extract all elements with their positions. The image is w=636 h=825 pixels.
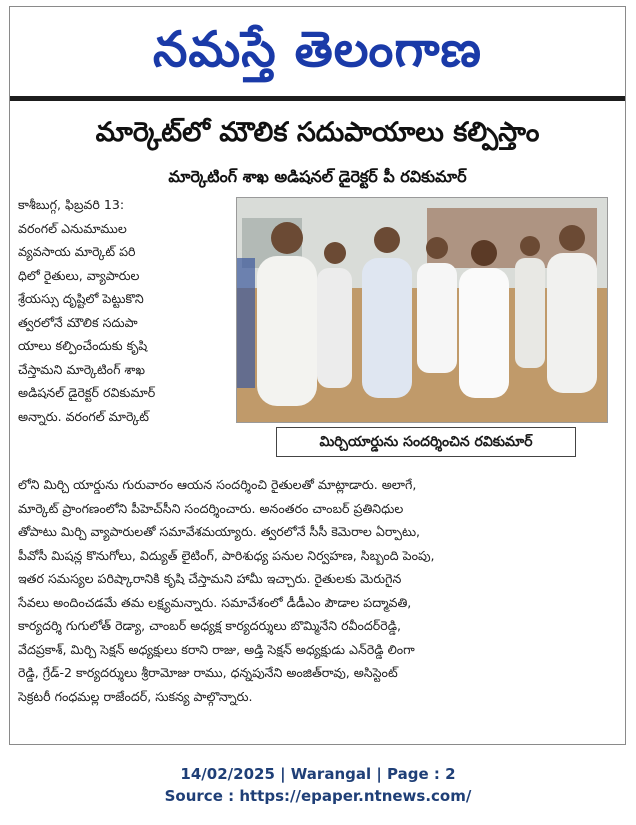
footer-source: Source : https://epaper.ntnews.com/ bbox=[164, 787, 472, 805]
article-line: ఇతర సమస్యల పరిష్కారానికి కృషి చేస్తామని హామీ ఇచ్చారు. రైతులకు మెరుగైన bbox=[18, 571, 402, 586]
article-line: యాలు కల్పించేందుకు కృషి bbox=[18, 338, 148, 353]
subheadline: మార్కెటింగ్ శాఖ అడిషనల్ డైరెక్టర్ పీ రవికుమార్ bbox=[168, 167, 467, 186]
article-line: చేస్తామని మార్కెటింగ్ శాఖ bbox=[18, 361, 146, 377]
article-line: ధిలో రైతులు, వ్యాపారుల bbox=[18, 267, 140, 283]
photo-caption: మిర్చియార్డును సందర్శించిన రవికుమార్ bbox=[276, 427, 576, 457]
article-line: వ్యవసాయ మార్కెట్ పరి bbox=[18, 244, 136, 259]
article-line: త్వరలోనే మౌలిక సదుపా bbox=[18, 314, 138, 330]
masthead: నమస్తే తెలంగాణ bbox=[152, 21, 482, 78]
news-photo bbox=[236, 197, 608, 423]
article-line: వరంగల్ ఎనుమాముల bbox=[18, 220, 127, 236]
footer-date-edition: 14/02/2025 | Warangal | Page : 2 bbox=[180, 765, 456, 783]
article-line: సేవలు అందించడమే తమ లక్ష్యమన్నారు. సమావేశంలో డీడీఎం పౌడాల పద్మావతి, bbox=[18, 594, 412, 610]
headline: మార్కెట్‌లో మౌలిక సదుపాయాలు కల్పిస్తాం bbox=[95, 117, 540, 148]
article-line: అడిషనల్ డైరెక్టర్ రవికుమార్ bbox=[18, 385, 156, 400]
masthead-divider bbox=[10, 96, 625, 101]
article-line: తోపాటు మిర్చి వ్యాపారులతో సమావేశమయ్యారు. త్వరలోనే సీసీ కెమెరాల ఏర్పాటు, bbox=[18, 524, 421, 539]
article-line: శ్రేయస్సు దృష్టిలో పెట్టుకొని bbox=[18, 291, 144, 306]
article-line: సెక్రటరీ గంధమల్ల రాజేందర్, సుకన్య పాల్గొన్నారు. bbox=[18, 688, 253, 704]
article-line: వేదప్రకాశ్, మిర్చి సెక్షన్ అధ్యక్షులు కరాని రాజు, అడ్తి సెక్షన్ అధ్యక్షుడు ఎన్‌రెడ్డి లింగా bbox=[18, 641, 415, 657]
article-body bbox=[18, 473, 618, 708]
newspaper-clipping bbox=[9, 6, 626, 745]
article-line: కార్యదర్శి గుగులోత్ రెడ్యా, చాంబర్ అధ్యక్ష కార్యదర్శులు బొమ్మినేని రవీందర్‌రెడ్డి, bbox=[18, 618, 402, 633]
article-line: లోని మిర్చి యార్డును గురువారం ఆయన సందర్శించి రైతులతో మాట్లాడారు. అలాగే, bbox=[18, 477, 417, 492]
article-column bbox=[18, 193, 232, 428]
article-line: అన్నారు. వరంగల్ మార్కెట్ bbox=[18, 408, 150, 424]
article-line: మార్కెట్ ప్రాంగణంలోని పీహెచ్‌సీని సందర్శించారు. అనంతరం చాంబర్ ప్రతినిధుల bbox=[18, 500, 404, 516]
article-line: కాశీబుగ్గ, ఫిబ్రవరి 13: bbox=[18, 197, 125, 212]
news-photo-illustration bbox=[237, 198, 608, 423]
article-line: రెడ్డి, గ్రేడ్-2 కార్యదర్శులు శ్రీరామోజు రాము, ధన్నపునేని అంజిత్‌రావు, అసిస్టెంట్ bbox=[18, 665, 398, 680]
article-line: పీవోసీ మిషన్ల కొనుగోలు, విద్యుత్ లైటింగ్, పారిశుధ్య పనుల నిర్వహణ, సిబ్బంది పెంపు, bbox=[18, 547, 435, 563]
